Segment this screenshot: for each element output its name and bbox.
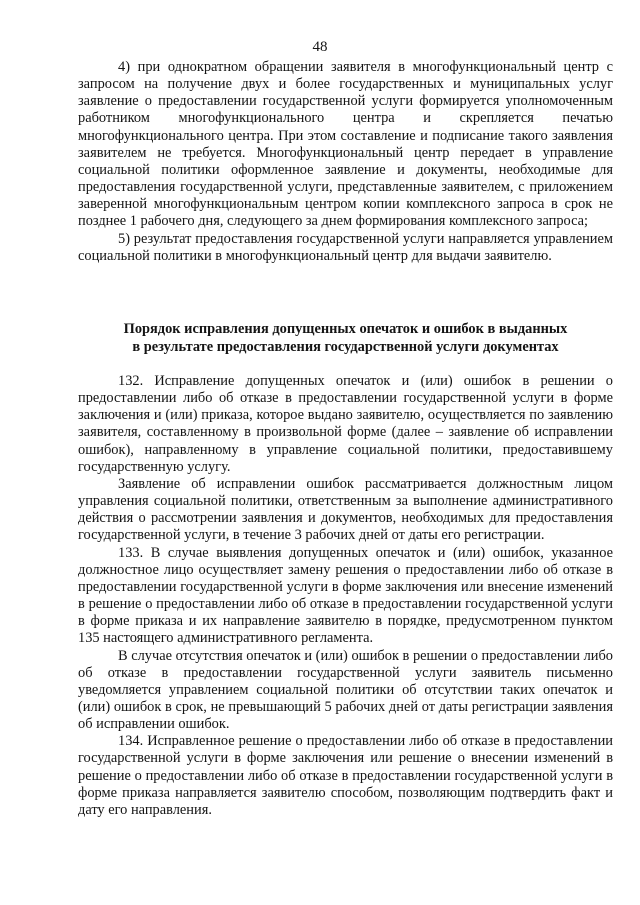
section-heading-line-2: в результате предоставления государственной услуги документах <box>132 339 559 355</box>
page-number: 48 <box>312 39 328 55</box>
paragraph-133-continued: В случае отсутствия опечаток и (или) ошибок в решении о предоставлении либо об отказе в предоставлении государственной услуги заявитель письменно уведомляется управлением социальной политики об отсутствии таких опечаток и (или) ошибок в срок, не превышающий 5 рабочих дней от даты регистрации заявления об исправлении ошибок. <box>78 647 613 733</box>
paragraph-132-continued: Заявление об исправлении ошибок рассматривается должностным лицом управления социальной политики, ответственным за выполнение административного действия о рассмотрении заявления и документов, необходимых для предоставления государственной услуги, в течение 3 рабочих дней от даты его регистрации. <box>78 475 613 544</box>
paragraph-132: 132. Исправление допущенных опечаток и (или) ошибок в решении о предоставлении либо об отказе в предоставлении государственной услуги в форме заключения и (или) приказа, которое выдано заявителю, осуществляется по заявлению заявителя, составленному в произвольной форме (далее – заявление об исправлении ошибок), направленному в управление социальной политики, предоставившему государственную услугу. <box>78 373 613 475</box>
paragraph-133: 133. В случае выявления допущенных опечаток и (или) ошибок, указанное должностное лицо осуществляет замену решения о предоставлении либо об отказе в предоставлении государственной услуги в форме заключения или внесение изменений в решение о предоставлении либо об отказе в предоставлении государственной услуги в форме приказа и их направление заявителю в порядке, предусмотренном пунктом 135 настоящего административного регламента. <box>78 544 613 647</box>
top-section <box>78 59 613 265</box>
section-heading <box>78 320 613 356</box>
bottom-section <box>78 373 613 819</box>
paragraph-134: 134. Исправленное решение о предоставлении либо об отказе в предоставлении государственной услуги в форме заключения или решение о внесении изменений в решение о предоставлении либо об отказе в предоставлении государственной услуги в форме приказа направляется заявителю способом, позволяющим подтвердить факт и дату его направления. <box>78 733 613 818</box>
section-heading-line-1: Порядок исправления допущенных опечаток и ошибок в выданных <box>123 321 568 337</box>
paragraph-item-5: 5) результат предоставления государственной услуги направляется управлением социальной политики в многофункциональный центр для выдачи заявителю. <box>78 230 613 264</box>
paragraph-item-4: 4) при однократном обращении заявителя в многофункциональный центр с запросом на получение двух и более государственных и муниципальных услуг заявление о предоставлении государственной услуги формируется уполномоченным работником многофункционального центра и скрепляется печатью многофункционального центра. При этом составление и подписание такого заявления заявителем не требуется. Многофункциональный центр передает в управление социальной политики оформленное заявление и документы, необходимые для предоставления государственной услуги, представленные заявителем, с приложением заверенной многофункциональным центром копии комплексного запроса в срок не позднее 1 рабочего дня, следующего за днем формирования комплексного запроса; <box>78 59 613 230</box>
